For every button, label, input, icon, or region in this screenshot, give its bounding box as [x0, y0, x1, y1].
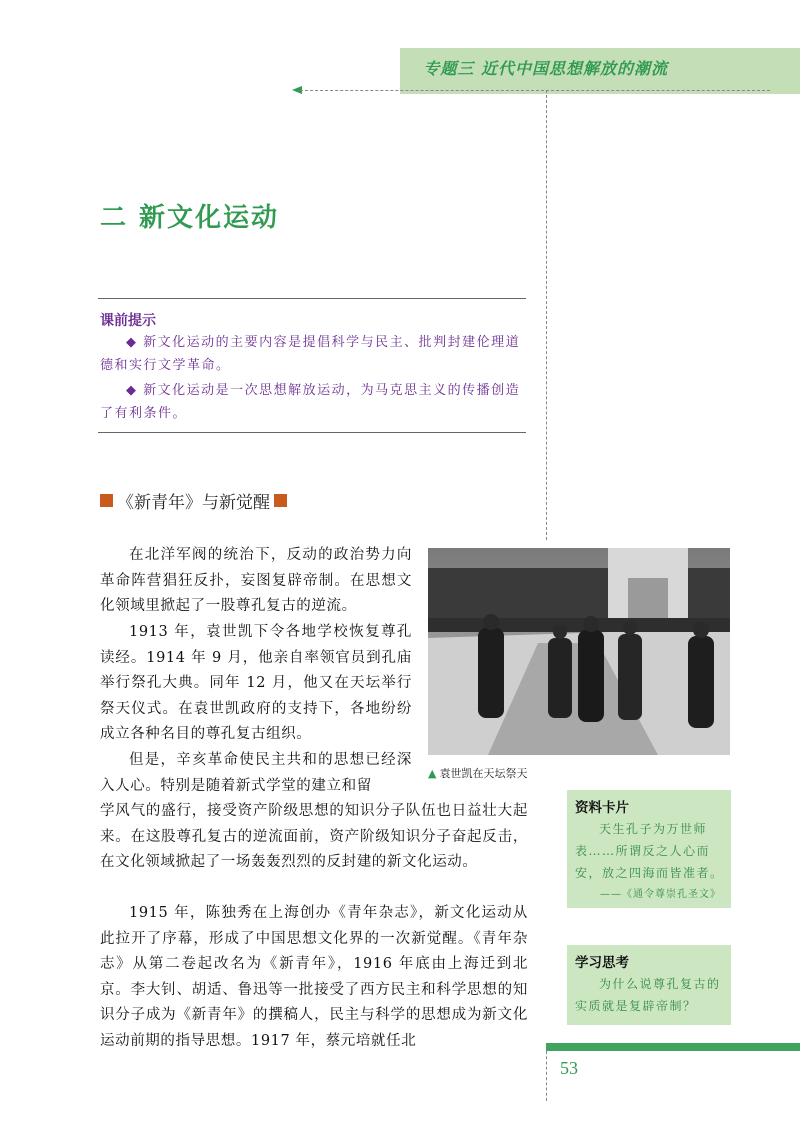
- subsection-heading: [100, 488, 287, 513]
- header-divider: [300, 90, 770, 91]
- page-number: 53: [560, 1058, 578, 1078]
- footer-divider: [546, 1051, 547, 1101]
- chapter-title: 专题三 近代中国思想解放的潮流: [423, 59, 668, 78]
- section-title: 二 新文化运动: [100, 203, 280, 233]
- tip-item: ◆ 新文化运动是一次思想解放运动，为马克思主义的传播创造了有利条件。: [100, 383, 521, 421]
- material-card: [567, 790, 731, 908]
- tip-item: ◆ 新文化运动的主要内容是提倡科学与民主、批判封建伦理道德和实行文学革命。: [100, 335, 521, 373]
- paragraph: 1915 年，陈独秀在上海创办《青年杂志》，新文化运动从此拉开了序幕，形成了中国思想文化界的一次新觉醒。《青年杂志》从第二卷起改名为《新青年》，1916 年底由上海迁到北京。李大钊、胡适、鲁迅等一批接受了西方民主和科学思想的知识分子成为《新青年》的撰稿人，民主与科学的思想成为新文化运动前期的指导思想。1917 年，蔡元培就任北: [100, 905, 528, 1049]
- tips-title: 课前提示: [100, 313, 156, 329]
- footer-bar: [546, 1043, 800, 1051]
- subsection-title: 《新青年》与新觉醒: [117, 493, 270, 513]
- photo-caption: [428, 765, 527, 781]
- material-card-text: 天生孔子为万世师表……所谓反之人心而安，放之四海而皆准者。: [575, 822, 724, 880]
- caption-text: 袁世凯在天坛祭天: [439, 767, 528, 780]
- square-marker-icon: [274, 494, 287, 507]
- square-marker-icon: [100, 494, 113, 507]
- material-card-title: 资料卡片: [575, 800, 629, 816]
- tips-bottom-rule: [98, 432, 526, 433]
- study-card-text: 为什么说尊孔复古的实质就是复辟帝制？: [575, 977, 721, 1013]
- paragraph: 学风气的盛行，接受资产阶级思想的知识分子队伍也日益壮大起来。在这股尊孔复古的逆流面前，资产阶级知识分子奋起反击，在文化领域掀起了一场轰轰烈烈的反封建的新文化运动。: [100, 803, 528, 870]
- paragraph: 但是，辛亥革命使民主共和的思想已经深入人心。特别是随着新式学堂的建立和留: [100, 752, 412, 794]
- paragraph: 在北洋军阀的统治下，反动的政治势力向革命阵营猖狂反扑，妄图复辟帝制。在思想文化领域里掀起了一股尊孔复古的逆流。: [100, 547, 412, 614]
- study-question-card: [567, 945, 731, 1025]
- photo-image: [428, 548, 730, 755]
- study-card-title: 学习思考: [575, 955, 629, 971]
- column-divider: [546, 90, 547, 540]
- historical-photo: [428, 548, 730, 755]
- triangle-up-icon: ▲: [428, 767, 437, 780]
- tips-top-rule: [98, 298, 526, 299]
- material-card-source: ——《通令尊崇孔圣文》: [600, 889, 721, 900]
- paragraph: 1913 年，袁世凯下令各地学校恢复尊孔读经。1914 年 9 月，他亲自率领官员到孔庙举行祭孔大典。同年 12 月，他又在天坛举行祭天仪式。在袁世凯政府的支持下，各地纷纷成立各种名目的尊孔复古组织。: [100, 624, 412, 742]
